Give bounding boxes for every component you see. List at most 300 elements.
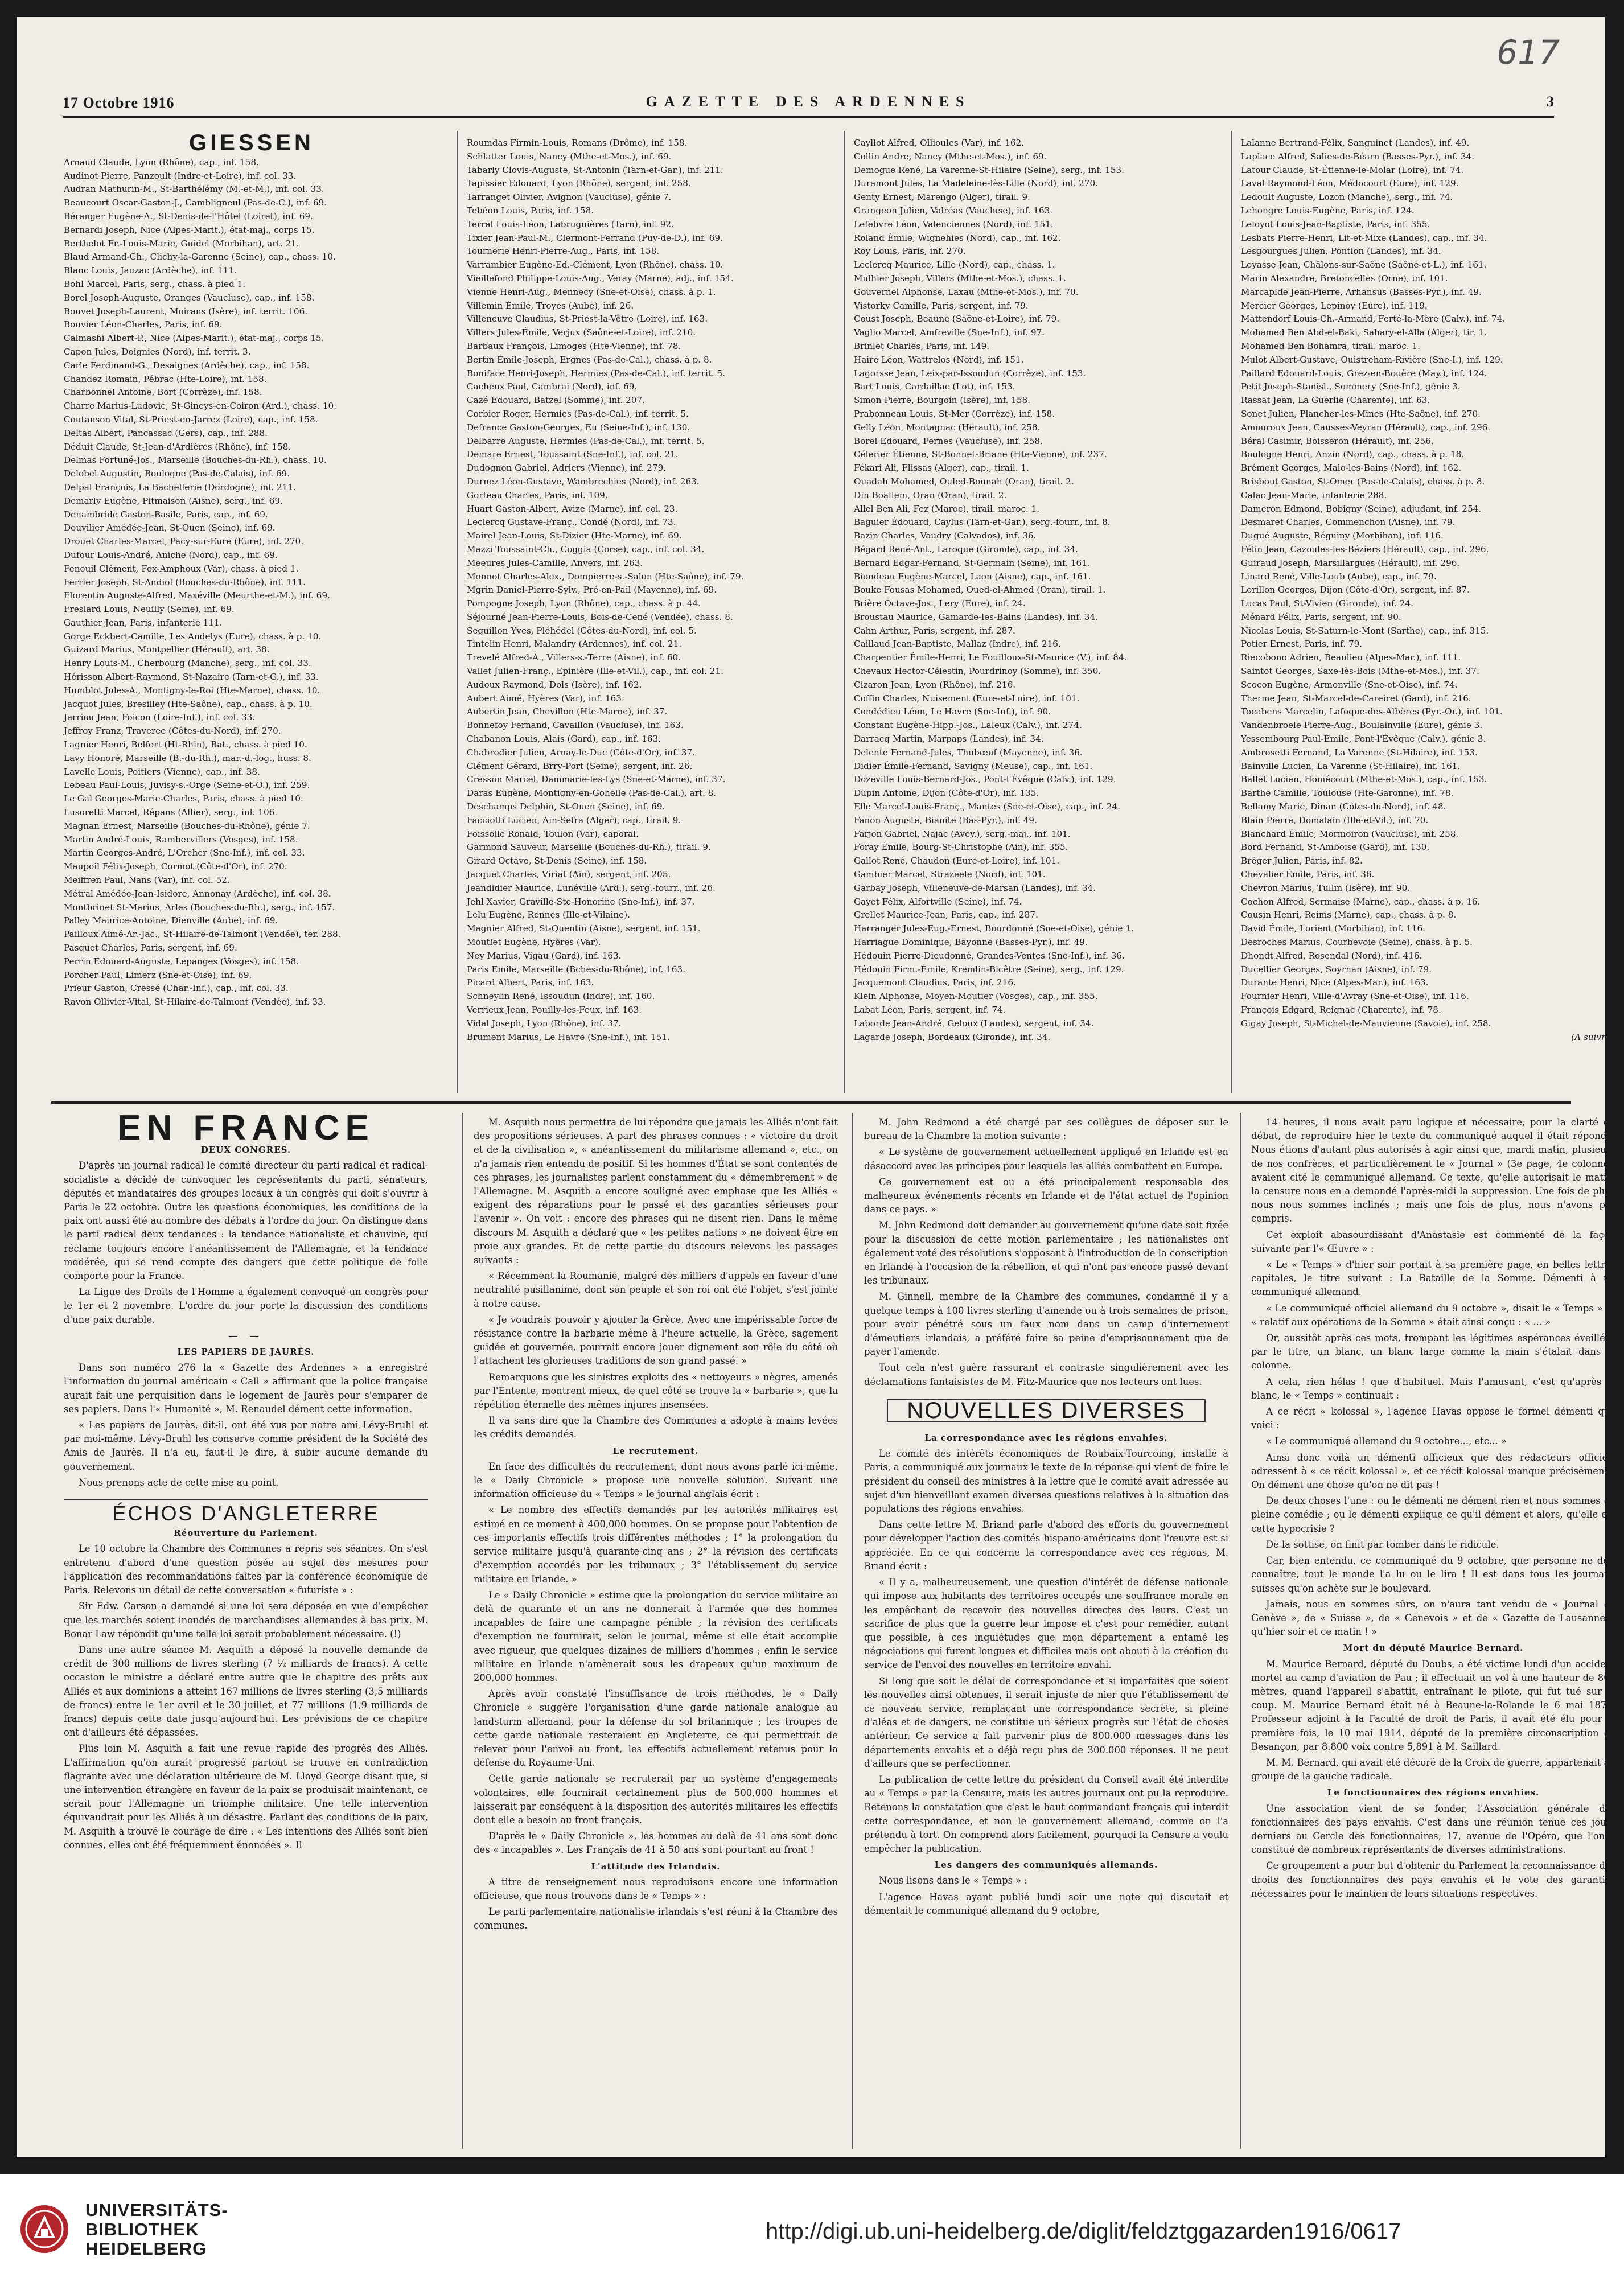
list-entry: Mulot Albert-Gustave, Ouistreham-Rivière (Sne-I.), inf. 129. [1241, 354, 1503, 365]
list-entry: Ambrosetti Fernand, La Varenne (St-Hilaire), inf. 153. [1241, 747, 1478, 758]
list-entry: Jehl Xavier, Graville-Ste-Honorine (Sne-Inf.), inf. 37. [467, 896, 695, 907]
list-entry: Bainville Lucien, La Varenne (St-Hilaire), inf. 161. [1241, 760, 1461, 771]
article-paragraph: M. John Redmond a été chargé par ses collègues de déposer sur le bureau de la Chambre la motion suivante : [864, 1117, 1228, 1142]
list-entry: Picard Albert, Paris, inf. 163. [467, 977, 594, 988]
university-seal-icon [19, 2204, 69, 2254]
list-entry: Mulhier Joseph, Villers (Mthe-et-Mos.), chass. 1. [854, 273, 1066, 283]
prisoner-list-column-2 [467, 137, 842, 1093]
list-entry: Chandez Romain, Pébrac (Hte-Loire), inf. 158. [64, 373, 267, 384]
article-paragraph: Le parti parlementaire nationaliste irlandais s'est réuni à la Chambre des communes. [474, 1906, 838, 1931]
list-entry: Sonet Julien, Plancher-les-Mines (Hte-Saône), inf. 270. [1241, 408, 1481, 419]
list-entry: Félin Jean, Cazoules-les-Béziers (Hérault), cap., inf. 296. [1241, 544, 1489, 554]
list-entry: Lagorsse Jean, Leix-par-Issoudun (Corrèze), inf. 153. [854, 368, 1086, 379]
list-entry: Ducellier Georges, Soyrnan (Aisne), inf. 79. [1241, 964, 1432, 975]
list-entry: Leloyot Louis-Jean-Baptiste, Paris, inf. 355. [1241, 219, 1430, 229]
article-paragraph: A titre de renseignement nous reproduisons encore une information officieuse, que nous trouvons dans le « Temps » : [474, 1876, 838, 1901]
list-entry: Coust Joseph, Beaune (Saône-et-Loire), inf. 79. [854, 314, 1060, 324]
page-folio-pencil: 617 [1496, 33, 1560, 72]
list-entry: Scocon Eugène, Armonville (Sne-et-Oise), inf. 74. [1241, 679, 1458, 690]
article-paragraph: M. M. Bernard, qui avait été décoré de la Croix de guerre, appartenait au groupe de la gauche radicale. [1251, 1757, 1615, 1782]
article-paragraph: Après avoir constaté l'insuffisance de trois méthodes, le « Daily Chronicle » suggère l'organisation d'une garde nationale analogue au landsturm allemand, pour la défense du sol britannique ; les troupes de cette garde nationale resteraient en Angleterre, ce qui permettrait de relever pour l'envoi au front, les effectifs actuellement retenus pour la défense du Royaume-Uni. [474, 1688, 838, 1769]
list-entry: Jeandidier Maurice, Lunéville (Ard.), serg.-fourr., inf. 26. [467, 882, 716, 893]
list-entry: Yessembourg Paul-Émile, Pont-l'Évêque (Calv.), génie 3. [1241, 734, 1486, 745]
list-entry: Vistorky Camille, Paris, sergent, inf. 79. [854, 300, 1029, 311]
article-paragraph: La publication de cette lettre du président du Conseil avait été interdite au « Temps » par la Censure, mais les autres journaux ont pu la reproduire. Retenons la constatation que c'est le haut commandant français qui interdit cette correspondance, et non le gouvernement allemand, comme on l'a prétendu à tort. On comprend alors facilement, pourquoi la Censure a voulu empêcher la publication. [864, 1774, 1228, 1854]
list-entry: Trevelé Alfred-A., Villers-s.-Terre (Aisne), inf. 60. [467, 652, 681, 663]
article-paragraph: « Le nombre des effectifs demandés par les autorités militaires est estimé en ce moment à 400,000 hommes. On se propose pour l'obtention de ces importants effectifs trois différentes méthodes ; 1° la prolongation du service militaire jusqu'à quarante-cinq ans ; 2° la révision des certificats d'exemption accordés par les tribunaux ; 3° l'établissement du service militaire en Irlande. » [474, 1504, 838, 1585]
column-rule [1231, 131, 1232, 1093]
article-paragraph: « Les papiers de Jaurès, dit-il, ont été vus par notre ami Lévy-Bruhl et par moi-même. Lévy-Bruhl les conserve comme président de la Société des Amis de Jaurès. Il n'a eu, faut-il le dire, à subir aucune demande du gouvernement. [64, 1420, 428, 1472]
list-entry: Durante Henri, Nice (Alpes-Mar.), inf. 163. [1241, 977, 1429, 988]
list-entry: Condédieu Léon, Le Havre (Sne-Inf.), inf. 90. [854, 706, 1051, 717]
list-entry: Moutlet Eugène, Hyères (Var). [467, 937, 601, 948]
list-heading-giessen: GIESSEN [189, 130, 314, 155]
list-entry: Bord Fernand, St-Amboise (Gard), inf. 130. [1241, 842, 1430, 853]
subhead-papiers-jaures: LES PAPIERS DE JAURÈS. [177, 1347, 315, 1358]
list-entry: Leclercq Gustave-Franç., Condé (Nord), inf. 73. [467, 517, 676, 528]
list-entry: Amouroux Jean, Causses-Veyran (Hérault), cap., inf. 296. [1241, 422, 1491, 433]
article-paragraph: M. John Redmond doit demander au gouvernement qu'une date soit fixée pour la discussion de cette motion parlementaire ; les nationalistes ont également voté des résolutions s'opposant à l'introduction de la conscription en Irlande à l'occasion de la rébellion, et qui n'ont pas encore passé devant les tribunaux. [864, 1220, 1228, 1286]
list-entry: Charre Marius-Ludovic, St-Gineys-en-Coiron (Ard.), chass. 10. [64, 401, 337, 412]
list-entry: Gouvernel Alphonse, Laxau (Mthe-et-Mos.), inf. 70. [854, 286, 1079, 297]
list-entry: Vaglio Marcel, Amfreville (Sne-Inf.), inf. 97. [854, 327, 1045, 338]
list-entry: Broustau Maurice, Gamarde-les-Bains (Landes), inf. 34. [854, 611, 1099, 622]
list-entry: Hérisson Albert-Raymond, St-Nazaire (Tarn-et-G.), inf. 33. [64, 672, 319, 683]
list-entry: Laborde Jean-André, Geloux (Landes), sergent, inf. 34. [854, 1018, 1094, 1029]
list-entry: Martin Georges-André, L'Orcher (Sne-Inf.), inf. col. 33. [64, 848, 305, 858]
list-entry: Simon Pierre, Bourgoin (Isère), inf. 158. [854, 395, 1031, 406]
article-paragraph: Car, bien entendu, ce communiqué du 9 octobre, que personne ne doit connaître, tout le monde l'a lu ou le lira ! Il est dans tous les journaux suisses qu'on achète sur le boulevard. [1251, 1555, 1615, 1594]
article-paragraph: L'agence Havas ayant publié lundi soir une note qui discutait et démentait le communiqué allemand du 9 octobre, [864, 1891, 1228, 1916]
list-entry: Dugué Auguste, Réguiny (Morbihan), inf. 116. [1241, 531, 1444, 541]
list-entry: Gelly Léon, Montagnac (Hérault), inf. 258. [854, 422, 1041, 433]
list-entry: Séjourné Jean-Pierre-Louis, Bois-de-Cené (Vendée), chass. 8. [467, 611, 733, 622]
list-entry: Meeures Jules-Camille, Anvers, inf. 263. [467, 557, 643, 568]
list-entry: Clément Gérard, Brry-Port (Seine), sergent, inf. 26. [467, 760, 693, 771]
list-entry: Ledoult Auguste, Lozon (Manche), serg., inf. 74. [1241, 192, 1453, 203]
list-entry: Beaucourt Oscar-Gaston-J., Cambligneul (Pas-de-C.), inf. 69. [64, 198, 327, 208]
list-entry: Métral Amédée-Jean-Isidore, Annonay (Ardèche), inf. col. 38. [64, 888, 331, 899]
list-entry: Gauthier Jean, Paris, infanterie 111. [64, 617, 223, 628]
article-paragraph: « Il y a, malheureusement, une question d'intérêt de défense nationale qui impose aux habitants des territoires occupés une souffrance morale en les empêchant de recevoir des nouvelles directes des leurs. C'est un sacrifice de plus que la guerre leur impose et c'est pour remédier, autant que possible, à ces inquiétudes que mon département a entamé les négociations qui furent longues et difficiles mais ont abouti à la création du service de l'envoi des nouvelles en territoire envahi. [864, 1577, 1228, 1671]
list-entry: Vidal Joseph, Lyon (Rhône), inf. 37. [467, 1018, 622, 1029]
list-entry: Bellamy Marie, Dinan (Côtes-du-Nord), inf. 48. [1241, 801, 1446, 812]
list-entry: Didier Émile-Fernand, Savigny (Meuse), cap., inf. 161. [854, 760, 1093, 771]
list-entry: Brisbout Gaston, St-Omer (Pas-de-Calais), chass. à p. 8. [1241, 476, 1485, 487]
article-paragraph: Nous lisons dans le « Temps » : [879, 1875, 1027, 1886]
list-entry: Tabarly Clovis-Auguste, St-Antonin (Tarn-et-Gar.), inf. 211. [467, 165, 723, 175]
list-entry: Montbrinet St-Marius, Arles (Bouches-du-Rh.), serg., inf. 157. [64, 902, 335, 912]
list-entry: Perrin Edouard-Auguste, Lepanges (Vosges), inf. 158. [64, 956, 299, 967]
list-entry: Klein Alphonse, Moyen-Moutier (Vosges), cap., inf. 355. [854, 991, 1098, 1002]
list-entry: Chabrodier Julien, Arnay-le-Duc (Côte-d'Or), inf. 37. [467, 747, 695, 758]
list-entry: Lefebvre Léon, Valenciennes (Nord), inf. 151. [854, 219, 1054, 229]
list-entry: Garmond Sauveur, Marseille (Bouches-du-Rh.), tirail. 9. [467, 842, 711, 853]
section-divider [51, 1101, 1571, 1104]
column-rule [1240, 1113, 1241, 2149]
list-entry: Bernardi Joseph, Nice (Alpes-Marit.), état-maj., corps 15. [64, 224, 315, 235]
list-entry: Varrambier Eugène-Ed.-Clément, Lyon (Rhône), chass. 10. [467, 260, 723, 270]
list-entry: Grellet Maurice-Jean, Paris, cap., inf. 287. [854, 910, 1038, 920]
list-entry: Terral Louis-Léon, Labruguières (Tarn), inf. 92. [467, 219, 674, 229]
continued-note: (A suivre.) [1571, 1031, 1617, 1042]
list-entry: Bertin Émile-Joseph, Ergnes (Pas-de-Cal.), chass. à p. 8. [467, 354, 712, 365]
article-paragraph: Le 10 octobre la Chambre des Communes a repris ses séances. On s'est entretenu d'abord d'une question posée au sujet des mesures pour l'application des recommandations faites par la conférence économique de Paris. Relevons un détail de cette conversation « futuriste » : [64, 1543, 428, 1596]
list-entry: Douvilier Amédée-Jean, St-Ouen (Seine), inf. 69. [64, 523, 276, 533]
list-entry: Lelu Eugène, Rennes (Ille-et-Vilaine). [467, 910, 630, 920]
list-entry: Bégard René-Ant., Laroque (Gironde), cap., inf. 34. [854, 544, 1078, 554]
article-paragraph: Si long que soit le délai de correspondance et si imparfaites que soient les nouvelles ainsi obtenues, il serait injuste de nier que l'établissement de ce nouveau service, remplaçant une correspondance secrète, si pleine d'aléas et de dangers, ne constitue un sérieux progrès sur l'état de choses antérieur. Ce service a fait parvenir plus de 800.000 messages dans les départements envahis et a déjà reçu plus de 300.000 réponses. Il ne peut d'ailleurs que se perfectionner. [864, 1675, 1228, 1769]
newspaper-page [17, 17, 1617, 2157]
list-entry: Chevron Marius, Tullin (Isère), inf. 90. [1241, 882, 1411, 893]
list-entry: Harriague Dominique, Bayonne (Basses-Pyr.), inf. 49. [854, 937, 1088, 948]
list-entry: Harranger Jules-Eug.-Ernest, Bourdonné (Sne-et-Oise), génie 1. [854, 923, 1134, 934]
list-entry: Gorge Eckbert-Camille, Les Andelys (Eure), chass. à p. 10. [64, 631, 322, 642]
list-entry: Jeffroy Franz, Traveree (Côtes-du-Nord), inf. 270. [64, 726, 281, 737]
list-entry: Henry Louis-M., Cherbourg (Manche), serg., inf. col. 33. [64, 658, 311, 669]
prisoner-list-column-4 [1241, 137, 1617, 1093]
list-entry: Déduit Claude, St-Jean-d'Ardières (Rhône), inf. 158. [64, 441, 291, 452]
article-paragraph: D'après le « Daily Chronicle », les hommes au delà de 41 ans sont donc des « incapables ». Les Français de 41 à 50 ans sont pourtant au front ! [474, 1831, 838, 1856]
list-entry: Brière Octave-Jos., Lery (Eure), inf. 24. [854, 598, 1026, 609]
list-entry: Brinlet Charles, Paris, inf. 149. [854, 340, 990, 351]
list-entry: Farjon Gabriel, Najac (Avey.), serg.-maj., inf. 101. [854, 828, 1071, 839]
list-entry: Petit Joseph-Stanisl., Sommery (Sne-Inf.), génie 3. [1241, 381, 1461, 392]
list-entry: Desmaret Charles, Commenchon (Aisne), inf. 79. [1241, 517, 1456, 528]
list-entry: Villeneuve Claudius, St-Priest-la-Vêtre (Loire), inf. 163. [467, 314, 708, 324]
list-entry: Potier Ernest, Paris, inf. 79. [1241, 639, 1363, 649]
issue-date: 17 Octobre 1916 [63, 94, 175, 111]
list-entry: Tintelin Henri, Malandry (Ardennes), inf. col. 21. [467, 639, 682, 649]
list-entry: Chevalier Émile, Paris, inf. 36. [1241, 869, 1375, 880]
list-entry: Freslard Louis, Neuilly (Seine), inf. 69. [64, 604, 235, 615]
article-paragraph: Ainsi donc voilà un démenti officieux que des rédacteurs officiels adressent à « ce récit kolossal », et ce récit kolossal manque précisément ! On dément une chose qu'on ne dit pas ! [1251, 1452, 1615, 1491]
list-entry: Boulogne Henri, Anzin (Nord), cap., chass. à p. 18. [1241, 449, 1465, 460]
list-entry: Célerier Étienne, St-Bonnet-Briane (Hte-Vienne), inf. 237. [854, 449, 1107, 460]
list-entry: Tocabens Marcelin, Lafoque-des-Albères (Pyr.-Or.), inf. 101. [1241, 706, 1503, 717]
list-entry: Delmas Fortuné-Jos., Marseille (Bouches-du-Rh.), chass. 10. [64, 455, 327, 466]
list-entry: Daras Eugène, Montigny-en-Gohelle (Pas-de-Cal.), art. 8. [467, 788, 717, 799]
column-rule [844, 131, 845, 1093]
list-entry: Demogue René, La Varenne-St-Hilaire (Seine), serg., inf. 153. [854, 165, 1124, 175]
list-entry: Riecobono Adrien, Beaulieu (Alpes-Mar.), inf. 111. [1241, 652, 1461, 663]
list-entry: Chevaux Hector-Célestin, Pourdrinoy (Somme), inf. 350. [854, 666, 1101, 677]
list-entry: Mohamed Ben Abd-el-Baki, Sahary-el-Alla (Alger), tir. 1. [1241, 327, 1487, 338]
list-entry: Dozeville Louis-Bernard-Jos., Pont-l'Évêque (Calv.), inf. 129. [854, 774, 1116, 785]
list-entry: Mazzi Toussaint-Ch., Coggia (Corse), cap., inf. col. 34. [467, 544, 705, 554]
list-entry: Drouet Charles-Marcel, Pacy-sur-Eure (Eure), inf. 270. [64, 536, 304, 547]
list-entry: Delbarre Auguste, Hermies (Pas-de-Cal.), inf. territ. 5. [467, 435, 705, 446]
list-entry: Béranger Eugène-A., St-Denis-de-l'Hôtel (Loiret), inf. 69. [64, 211, 313, 221]
list-entry: Jarriou Jean, Foicon (Loire-Inf.), inf. col. 33. [64, 712, 256, 723]
list-entry: Gayet Félix, Alfortville (Seine), inf. 74. [854, 896, 1022, 907]
subhead-deux-congres: DEUX CONGRES. [200, 1145, 291, 1156]
list-entry: Ménard Félix, Paris, sergent, inf. 90. [1241, 611, 1401, 622]
article-paragraph: Sir Edw. Carson a demandé si une loi sera déposée en vue d'empêcher que les marchés soient inondés de marchandises allemandes à bas prix. M. Bonar Law répondit qu'une telle loi serait probablement nécessaire. (!) [64, 1601, 428, 1639]
list-entry: Aubertin Jean, Chevillon (Hte-Marne), inf. 37. [467, 706, 668, 717]
article-paragraph: De la sottise, on finit par tomber dans le ridicule. [1266, 1539, 1499, 1550]
list-entry: Borel Joseph-Auguste, Oranges (Vaucluse), cap., inf. 158. [64, 292, 315, 303]
list-entry: Bonnefoy Fernand, Cavaillon (Vaucluse), inf. 163. [467, 720, 684, 731]
list-entry: Deschamps Delphin, St-Ouen (Seine), inf. 69. [467, 801, 665, 812]
list-entry: Blain Pierre, Domalain (Ille-et-Vil.), inf. 70. [1241, 815, 1429, 825]
list-entry: Audoux Raymond, Dols (Isère), inf. 162. [467, 679, 642, 690]
list-entry: Schneylin René, Issoudun (Indre), inf. 160. [467, 991, 655, 1002]
list-entry: Pasquet Charles, Paris, sergent, inf. 69. [64, 943, 237, 953]
article-paragraph: D'après un journal radical le comité directeur du parti radical et radical-socialiste a décidé de convoquer les représentants du parti, sénateurs, députés et mandataires des groupes locaux à un congrès qui doit s'ouvrir à Paris le 22 octobre. Outre les questions économiques, les conditions de la paix ont aussi été au nombre des débats à l'ordre du jour. On distingue dans le parti radical deux tendances : la tendance nationaliste et chauvine, qui réclame toujours encore l'anéantissement de l'Allemagne, et la tendance modérée, qui se rend compte des dangers que cette politique de folle comporte pour la France. [64, 1160, 428, 1282]
list-entry: Audinot Pierre, Panzoult (Indre-et-Loire), inf. col. 33. [64, 170, 297, 181]
list-entry: Roy Louis, Paris, inf. 270. [854, 246, 966, 257]
list-entry: Lebeau Paul-Louis, Juvisy-s.-Orge (Seine-et-O.), inf. 259. [64, 780, 310, 791]
list-entry: Hédouin Firm.-Émile, Kremlin-Bicêtre (Seine), serg., inf. 129. [854, 964, 1124, 975]
list-entry: Leclercq Maurice, Lille (Nord), cap., chass. 1. [854, 260, 1055, 270]
list-entry: Bohl Marcel, Paris, serg., chass. à pied 1. [64, 278, 246, 289]
list-entry: Dupin Antoine, Dijon (Côte-d'Or), inf. 135. [854, 788, 1039, 799]
list-entry: Cayllot Alfred, Ollioules (Var), inf. 162. [854, 138, 1025, 148]
list-entry: Gigay Joseph, St-Michel-de-Mauvienne (Savoie), inf. 258. [1241, 1018, 1491, 1029]
list-entry: Seguillon Yves, Pléhédel (Côtes-du-Nord), inf. col. 5. [467, 625, 697, 636]
list-entry: Brument Marius, Le Havre (Sne-Inf.), inf. 151. [467, 1031, 670, 1042]
list-entry: Facciotti Lucien, Ain-Sefra (Alger), cap., tirail. 9. [467, 815, 681, 825]
list-entry: Tournerie Henri-Pierre-Aug., Paris, inf. 158. [467, 246, 660, 257]
list-entry: Cresson Marcel, Dammarie-les-Lys (Sne-et-Marne), inf. 37. [467, 774, 726, 785]
list-entry: Allel Ben Ali, Fez (Maroc), tirail. maroc. 1. [854, 503, 1040, 514]
list-entry: Lagnier Henri, Belfort (Ht-Rhin), Bat., chass. à pied 10. [64, 739, 307, 750]
list-entry: Foray Émile, Bourg-St-Christophe (Ain), inf. 355. [854, 842, 1068, 853]
list-entry: Therme Jean, St-Marcel-de-Careiret (Gard), inf. 216. [1241, 693, 1471, 704]
list-entry: Barthe Camille, Toulouse (Hte-Garonne), inf. 78. [1241, 788, 1454, 799]
article-paragraph: « Le système de gouvernement actuellement appliqué en Irlande est en désaccord avec les principes pour lesquels les alliés combattent en Europe. [864, 1146, 1228, 1171]
list-entry: Lesbats Pierre-Henri, Lit-et-Mixe (Landes), cap., inf. 34. [1241, 232, 1487, 243]
list-entry: Vieillefond Philippe-Louis-Aug., Veray (Marne), adj., inf. 154. [467, 273, 734, 283]
list-entry: Audran Mathurin-M., St-Barthélémy (M.-et-M.), inf. col. 33. [64, 184, 324, 195]
column-rule [852, 1113, 853, 2149]
article-paragraph: M. Ginnell, membre de la Chambre des communes, condamné il y a quelque temps à 100 livres sterling d'amende ou à trois semaines de prison, pour avoir pénétré sous un faux nom dans un camp d'internement d'émeutiers irlandais, a préféré faire sa peine d'emprisonnement que de payer l'amende. [864, 1291, 1228, 1358]
list-entry: Roland Émile, Wignehies (Nord), cap., inf. 162. [854, 232, 1061, 243]
list-entry: Lesgourgues Julien, Pontlon (Landes), inf. 34. [1241, 246, 1441, 257]
list-entry: Vienne Henri-Aug., Mennecy (Sne-et-Oise), chass. à p. 1. [467, 286, 716, 297]
list-entry: Roumdas Firmin-Louis, Romans (Drôme), inf. 158. [467, 138, 688, 148]
list-entry: Blaud Armand-Ch., Clichy-la-Garenne (Seine), cap., chass. 10. [64, 252, 336, 262]
list-entry: Elle Marcel-Louis-Franç., Mantes (Sne-et-Oise), cap., inf. 24. [854, 801, 1120, 812]
list-entry: Loyasse Jean, Châlons-sur-Saône (Saône-et-L.), inf. 161. [1241, 260, 1487, 270]
list-entry: Florentin Auguste-Alfred, Maxéville (Meurthe-et-M.), inf. 69. [64, 590, 330, 601]
page-number: 3 [1547, 93, 1554, 110]
article-paragraph: Remarquons que les sinistres exploits des « nettoyeurs » nègres, amenés par l'Entente, montrent mieux, de quel côté se trouve la « barbarie », que la répétition éternelle des mêmes injures insensées. [474, 1371, 838, 1411]
list-entry: Lalanne Bertrand-Félix, Sanguinet (Landes), inf. 49. [1241, 138, 1470, 148]
subhead-recrutement: Le recrutement. [612, 1445, 699, 1456]
article-paragraph: Or, aussitôt après ces mots, trompant les légitimes espérances éveillées par le titre, un blanc, un blanc large comme la main s'étalait dans la colonne. [1251, 1333, 1615, 1371]
list-entry: Bouvet Joseph-Laurent, Moirans (Isère), inf. territ. 106. [64, 306, 308, 316]
list-entry: Brément Georges, Malo-les-Bains (Nord), inf. 162. [1241, 463, 1462, 474]
newspaper-title: GAZETTE DES ARDENNES [646, 93, 971, 110]
list-entry: Arnaud Claude, Lyon (Rhône), cap., inf. 158. [64, 157, 259, 167]
list-entry: Martin André-Louis, Rambervillers (Vosges), inf. 158. [64, 834, 298, 845]
article-column-3 [864, 1116, 1228, 2152]
list-entry: Durnez Léon-Gustave, Wambrechies (Nord), inf. 263. [467, 476, 700, 487]
list-entry: Cacheux Paul, Cambrai (Nord), inf. 69. [467, 381, 638, 392]
list-entry: Gambier Marcel, Strazeele (Nord), inf. 101. [854, 869, 1046, 880]
article-paragraph: « Je voudrais pouvoir y ajouter la Grèce. Avec une impérissable force de résistance contre la barbarie même à l'heure actuelle, la Grèce, sagement guidée et gouvernée, pourrait encore jouer dignement son rôle du côté où l'attachent les glorieuses traditions de son grand passé. » [474, 1314, 838, 1367]
list-entry: Caillaud Jean-Baptiste, Mallaz (Indre), inf. 216. [854, 639, 1061, 649]
list-entry: Béral Casimir, Boisseron (Hérault), inf. 256. [1241, 435, 1434, 446]
list-entry: Coffin Charles, Nuisement (Eure-et-Loire), inf. 101. [854, 693, 1080, 704]
list-entry: Marin Alexandre, Bretoncelles (Orne), inf. 101. [1241, 273, 1448, 283]
list-entry: Din Boallem, Oran (Oran), tirail. 2. [854, 490, 1007, 500]
list-entry: Denambride Gaston-Basile, Paris, cap., inf. 69. [64, 509, 268, 520]
article-paragraph: Ce gouvernement est ou a été principalement responsable des malheureux événements récents en Irlande et de l'état actuel de l'opinion dans ce pays. » [864, 1176, 1228, 1215]
article-paragraph: De deux choses l'une : ou le démenti ne dément rien et nous sommes en pleine comédie ; ou le démenti explique ce qu'il dément et alors, qu'elle est cette hypocrisie ? [1251, 1495, 1615, 1534]
list-entry: Barbaux François, Limoges (Hte-Vienne), inf. 78. [467, 340, 681, 351]
list-entry: Calac Jean-Marie, infanterie 288. [1241, 490, 1387, 500]
list-entry: Lavelle Louis, Poitiers (Vienne), cap., inf. 38. [64, 766, 260, 777]
list-entry: Capon Jules, Doignies (Nord), inf. territ. 3. [64, 346, 251, 357]
list-entry: Blanchard Émile, Mormoiron (Vaucluse), inf. 258. [1241, 828, 1459, 839]
list-entry: Pompogne Joseph, Lyon (Rhône), cap., chass. à p. 44. [467, 598, 701, 609]
article-paragraph: Nous prenons acte de cette mise au point. [79, 1477, 279, 1488]
list-entry: Bazin Charles, Vaudry (Calvados), inf. 36. [854, 531, 1037, 541]
list-entry: Mattendorf Louis-Ch.-Armand, Ferté-la-Mère (Calv.), inf. 74. [1241, 314, 1506, 324]
list-entry: Haire Léon, Wattrelos (Nord), inf. 151. [854, 354, 1024, 365]
list-entry: Dameron Edmond, Bobigny (Seine), adjudant, inf. 254. [1241, 503, 1482, 514]
list-entry: Foissolle Ronald, Toulon (Var), caporal. [467, 828, 639, 839]
list-entry: Cousin Henri, Reims (Marne), cap., chass. à p. 8. [1241, 910, 1457, 920]
list-entry: Ravon Ollivier-Vital, St-Hilaire-de-Talmont (Vendée), inf. 33. [64, 997, 326, 1008]
article-paragraph: Plus loin M. Asquith a fait une revue rapide des progrès des Alliés. L'affirmation qu'on aurait progressé partout se trouve en contradiction flagrante avec une déclaration ultérieure de M. Lloyd George disant que, si une intervention étrangère en faveur de la paix se produisait maintenant, ce serait pour l'Allemagne un triomphe militaire. Une telle intervention équivaudrait pour les Alliés à un désastre. Parlant des conditions de la paix, M. Asquith a trouvé le courage de dire : « Les intentions des Alliés sont bien connues, elles ont été fréquemment énoncées ». Il [64, 1743, 428, 1851]
article-paragraph: A cela, rien hélas ! que d'habituel. Mais l'amusant, c'est qu'après le blanc, le « Temps » continuait : [1251, 1376, 1615, 1401]
list-entry: Jacquemont Claudius, Paris, inf. 216. [854, 977, 1016, 988]
list-entry: Lehongre Louis-Eugène, Paris, inf. 124. [1241, 205, 1415, 216]
list-entry: Hédouin Pierre-Dieudonné, Grandes-Ventes (Sne-Inf.), inf. 36. [854, 950, 1125, 961]
list-entry: Saintot Georges, Saxe-lès-Bois (Mthe-et-Mos.), inf. 37. [1241, 666, 1479, 677]
list-entry: Cahn Arthur, Paris, sergent, inf. 287. [854, 625, 1015, 636]
list-entry: Laplace Alfred, Salies-de-Béarn (Basses-Pyr.), inf. 34. [1241, 151, 1475, 162]
list-entry: Guiraud Joseph, Marsillargues (Hérault), inf. 296. [1241, 557, 1460, 568]
list-entry: Monnot Charles-Alex., Dompierre-s.-Salon (Hte-Saône), inf. 79. [467, 571, 744, 582]
list-entry: Fékari Ali, Flissas (Alger), cap., tirail. 1. [854, 463, 1029, 474]
list-entry: Cochon Alfred, Sermaise (Marne), cap., chass. à p. 16. [1241, 896, 1481, 907]
list-entry: Bernard Edgar-Fernand, St-Germain (Seine), inf. 161. [854, 557, 1090, 568]
article-paragraph: La Ligue des Droits de l'Homme a également convoqué un congrès pour le 1er et 2 novembre. L'ordre du jour porte la discussion des conditions d'une paix durable. [64, 1286, 428, 1325]
subhead-correspondance: La correspondance avec les régions envahies. [924, 1433, 1168, 1444]
article-paragraph: Il va sans dire que la Chambre des Communes a adopté à mains levées les crédits demandés. [474, 1415, 838, 1440]
article-paragraph: « Le communiqué officiel allemand du 9 octobre », disait le « Temps » — « relatif aux opérations de la Somme » était ainsi conçu : « ... » [1251, 1302, 1615, 1327]
list-entry: Villers Jules-Émile, Verjux (Saône-et-Loire), inf. 210. [467, 327, 696, 338]
list-entry: Boniface Henri-Joseph, Hermies (Pas-de-Cal.), inf. territ. 5. [467, 368, 726, 379]
section-banner-en-france: EN FRANCE [117, 1108, 375, 1148]
list-entry: Vandenbroele Pierre-Aug., Boulainville (Eure), génie 3. [1241, 720, 1483, 731]
list-entry: Porcher Paul, Limerz (Sne-et-Oise), inf. 69. [64, 969, 252, 980]
list-entry: Deltas Albert, Pancassac (Gers), cap., inf. 288. [64, 427, 268, 438]
list-entry: Collin Andre, Nancy (Mthe-et-Mos.), inf. 69. [854, 151, 1047, 162]
list-entry: Constant Eugène-Hipp.-Jos., Laleux (Calv.), inf. 274. [854, 720, 1082, 731]
list-entry: Fenouil Clément, Fox-Amphoux (Var), chass. à pied 1. [64, 563, 299, 574]
list-entry: Girard Octave, St-Denis (Seine), inf. 158. [467, 856, 647, 866]
list-entry: Lorillon Georges, Dijon (Côte-d'Or), sergent, inf. 87. [1241, 585, 1470, 595]
list-entry: Calmashi Albert-P., Nice (Alpes-Marit.), état-maj., corps 15. [64, 333, 324, 344]
list-entry: Demare Ernest, Toussaint (Sne-Inf.), inf. col. 21. [467, 449, 679, 460]
article-paragraph: M. Maurice Bernard, député du Doubs, a été victime lundi d'un accident mortel au camp d'aviation de Pau ; il effectuait un vol à une hauteur de 800 mètres, quand l'appareil s'abattit, entraînant le pilote, qui fut tué sur le coup. M. Maurice Bernard était né à Beaune-la-Rolande le 6 mai 1877. Professeur adjoint à la Faculté de droit de Paris, il avait été élu pour la première fois, le 10 mai 1914, député de la première circonscription de Besançon, par 8.800 voix contre 5,891 à M. Saillard. [1251, 1658, 1615, 1752]
list-entry: Lusoretti Marcel, Répans (Allier), serg., inf. 106. [64, 807, 278, 818]
list-entry: David Émile, Lorient (Morbihan), inf. 116. [1241, 923, 1425, 934]
library-footer [0, 2174, 1624, 2290]
article-paragraph: Tout cela n'est guère rassurant et contraste singulièrement avec les déclamations fantaisistes de M. Fitz-Maurice que nos lecteurs ont lues. [864, 1362, 1228, 1387]
article-paragraph: Le « Daily Chronicle » estime que la prolongation du service militaire au delà de quarante et un ans ne donnerait à l'armée que des hommes incapables de faire une campagne pénible ; la révision des certificats d'exemption ne fournirait, selon le journal, même si elle était accomplie avec rigueur, que quelques dizaines de milliers d'hommes ; enfin le service militaire en Irlande n'amènerait sous les drapeaux qu'un maximum de 200,000 hommes. [474, 1589, 838, 1683]
list-entry: Tarranget Olivier, Avignon (Vaucluse), génie 7. [467, 192, 672, 203]
article-paragraph: Le comité des intérêts économiques de Roubaix-Tourcoing, installé à Paris, a communiqué aux journaux le texte de la réponse qui vient de faire le président du conseil des ministres à la lettre que le comité avait adressée au sujet d'un bienveillant examen diverses questions relatives à la situation des populations des régions envahies. [864, 1448, 1228, 1515]
list-entry: Rassat Jean, La Guerlie (Charente), inf. 63. [1241, 395, 1430, 406]
list-entry: Linard René, Ville-Loub (Aube), cap., inf. 79. [1241, 571, 1437, 582]
list-entry: Bart Louis, Cardaillac (Lot), inf. 153. [854, 381, 1015, 392]
list-entry: Dhondt Alfred, Rosendal (Nord), inf. 416. [1241, 950, 1422, 961]
list-entry: Bouke Fousas Mohamed, Oued-el-Ahmed (Oran), tirail. 1. [854, 585, 1106, 595]
list-entry: Paris Emile, Marseille (Bches-du-Rhône), inf. 163. [467, 964, 686, 975]
list-entry: Delobel Augustin, Boulogne (Pas-de-Calais), inf. 69. [64, 468, 290, 479]
article-paragraph: 14 heures, il nous avait paru logique et nécessaire, pour la clarté du débat, de reproduire hier le texte du communiqué auquel il était répondu. Nous étions d'autant plus autorisés à agir ainsi que, mardi matin, plusieurs de nos confrères, et particulièrement le « Journal » (3e page, 4e colonne), avaient cité le communiqué allemand. Ce texte, qu'elle autorisait le matin, la censure nous en a demandé l'après-midi la suppression. Une fois de plus, nous nous sommes inclinés ; mais une fois de plus, nous n'avons pas compris. [1251, 1117, 1615, 1224]
list-entry: Carle Ferdinand-G., Desaignes (Ardèche), cap., inf. 158. [64, 360, 310, 371]
list-entry: Cazé Edouard, Batzel (Somme), inf. 207. [467, 395, 645, 406]
list-entry: Prieur Gaston, Cressé (Char.-Inf.), cap., inf. col. 33. [64, 983, 289, 994]
list-entry: Bouvier Léon-Charles, Paris, inf. 69. [64, 319, 223, 330]
list-entry: Ouadah Mohamed, Ouled-Bounah (Oran), tirail. 2. [854, 476, 1074, 487]
subhead-reouverture-parlement: Réouverture du Parlement. [174, 1528, 318, 1539]
list-entry: Jacquet Charles, Viriat (Ain), sergent, inf. 205. [467, 869, 671, 880]
article-column-2 [474, 1116, 838, 2152]
masthead [63, 90, 1554, 118]
article-paragraph: Jamais, nous en sommes sûrs, on n'aura tant vendu de « Journal de Genève », de « Suisse », de « Genevois » et de « Gazette de Lausanne » qu'hier soir et ce matin ! » [1251, 1598, 1615, 1638]
article-paragraph: Cet exploit abasourdissant d'Anastasie est commenté de la façon suivante par l'« Œuvre » : [1251, 1229, 1615, 1254]
list-entry: Palley Maurice-Antoine, Dienville (Aube), inf. 69. [64, 915, 278, 926]
list-entry: Le Gal Georges-Marie-Charles, Paris, chass. à pied 10. [64, 794, 303, 804]
list-entry: Guizard Marius, Montpellier (Hérault), art. 38. [64, 644, 270, 655]
list-entry: Duramont Jules, La Madeleine-lès-Lille (Nord), inf. 270. [854, 178, 1098, 189]
list-entry: Bréger Julien, Paris, inf. 82. [1241, 856, 1363, 866]
list-entry: Borel Edouard, Pernes (Vaucluse), inf. 258. [854, 435, 1043, 446]
list-entry: Huart Gaston-Albert, Avize (Marne), inf. col. 23. [467, 503, 678, 514]
article-column-4 [1251, 1116, 1615, 2152]
list-entry: Tixier Jean-Paul-M., Clermont-Ferrand (Puy-de-D.), inf. 69. [467, 232, 723, 243]
list-entry: Ney Marius, Vigau (Gard), inf. 163. [467, 950, 622, 961]
list-entry: Mohamed Ben Bohamra, tirail. maroc. 1. [1241, 340, 1420, 351]
article-paragraph: Une association vient de se fonder, l'Association générale des fonctionnaires des pays envahis. C'est dans une réunion tenue ces jours derniers au Cercle des fonctionnaires, 17, avenue de l'Opéra, que l'on a constitué de nombreux représentants de diverses administrations. [1251, 1803, 1615, 1856]
column-rule [462, 1113, 463, 2149]
article-paragraph: A ce récit « kolossal », l'agence Havas oppose le formel démenti que voici : [1251, 1406, 1615, 1431]
article-paragraph: « Récemment la Roumanie, malgré des milliers d'appels en faveur d'une neutralité pusillanime, dont son peuple et son roi ont été l'objet, s'est jointe à notre cause. [474, 1271, 838, 1309]
list-entry: Defrance Gaston-Georges, Eu (Seine-Inf.), inf. 130. [467, 422, 690, 433]
list-entry: Mercier Georges, Lepinoy (Eure), inf. 119. [1241, 300, 1428, 311]
list-entry: Paillard Edouard-Louis, Grez-en-Bouère (May.), inf. 124. [1241, 368, 1487, 379]
digital-library-link[interactable]: http://digi.ub.uni-heidelberg.de/diglit/feldztggazarden1916/0617 [766, 2219, 1401, 2244]
list-entry: Chabanon Louis, Alais (Gard), cap., inf. 163. [467, 734, 661, 745]
prisoner-list-column-1 [64, 130, 439, 1093]
list-entry: Corbier Roger, Hermies (Pas-de-Cal.), inf. territ. 5. [467, 408, 689, 419]
list-entry: Fanon Auguste, Bianite (Bas-Pyr.), inf. 49. [854, 815, 1037, 825]
list-entry: Latour Claude, St-Étienne-le-Molar (Loire), inf. 74. [1241, 165, 1464, 175]
article-paragraph: « Le communiqué allemand du 9 octobre..., etc... » [1266, 1436, 1507, 1447]
list-entry: Magnan Ernest, Marseille (Bouches-du-Rhône), génie 7. [64, 820, 310, 831]
list-entry: Humblot Jules-A., Montigny-le-Roi (Hte-Marne), chass. 10. [64, 685, 320, 696]
list-entry: Darracq Martin, Marpaps (Landes), inf. 34. [854, 734, 1044, 745]
list-entry: Vallet Julien-Franç., Epinière (Ille-et-Vil.), cap., inf. col. 21. [467, 666, 723, 677]
list-entry: Marcaplde Jean-Pierre, Arhansus (Basses-Pyr.), inf. 49. [1241, 286, 1482, 297]
list-entry: Coutanson Vital, St-Priest-en-Jarrez (Loire), cap., inf. 158. [64, 414, 318, 425]
article-paragraph: Dans son numéro 276 la « Gazette des Ardennes » a enregistré l'information du journal américain « Call » affirmant que la police française aurait fait une perquisition dans le logement de Jaurès pour s'emparer de ses papiers. Dans l'« Humanité », M. Renaudel dément cette information. [64, 1362, 428, 1415]
list-entry: Magnier Alfred, St-Quentin (Aisne), sergent, inf. 151. [467, 923, 701, 934]
list-entry: Cizaron Jean, Lyon (Rhône), inf. 216. [854, 679, 1016, 690]
list-entry: Verrieux Jean, Pouilly-les-Feux, inf. 163. [467, 1005, 642, 1015]
list-entry: Ferrier Joseph, St-Andiol (Bouches-du-Rhône), inf. 111. [64, 577, 306, 587]
list-entry: Garbay Joseph, Villeneuve-de-Marsan (Landes), inf. 34. [854, 882, 1096, 893]
